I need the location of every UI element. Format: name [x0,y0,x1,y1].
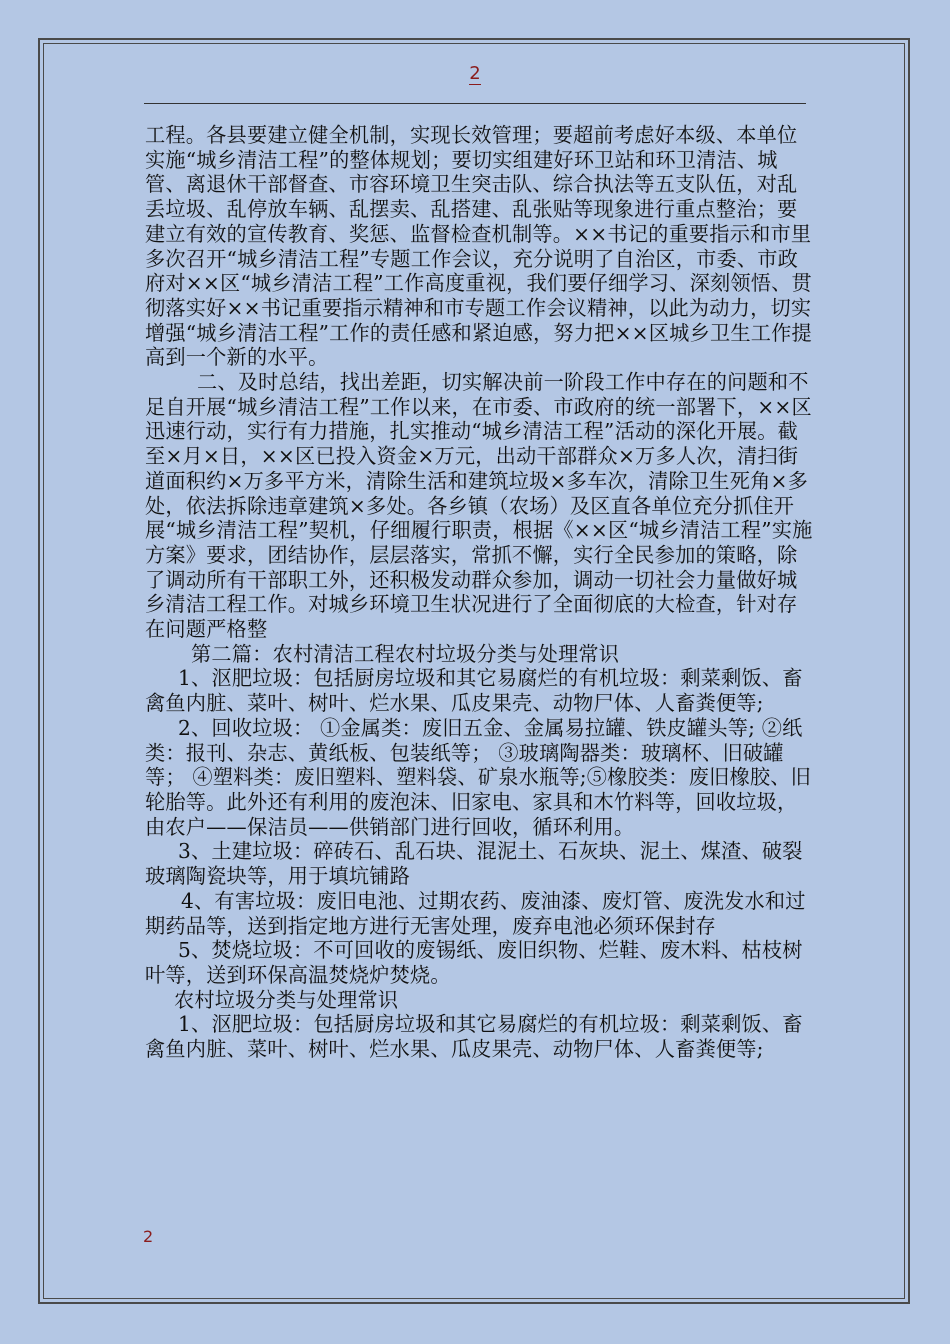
list-item-compost-waste: 1、沤肥垃圾：包括厨房垃圾和其它易腐烂的有机垃圾：剩菜剩饭、畜禽鱼内脏、菜叶、树叶、烂水果、瓜皮果壳、动物尸体、人畜粪便等; [145,666,803,716]
list-item-hazardous-waste: 4、有害垃圾：废旧电池、过期农药、废油漆、废灯管、废洗发水和过期药品等，送到指定地方进行无害处理，废弃电池必须环保封存 [145,888,806,938]
list-item-compost-waste-repeat: 1、沤肥垃圾：包括厨房垃圾和其它易腐烂的有机垃圾：剩菜剩饭、畜禽鱼内脏、菜叶、树叶、烂水果、瓜皮果壳、动物尸体、人畜粪便等; [145,1012,803,1062]
subheading-rural-waste: 农村垃圾分类与处理常识 [174,987,399,1012]
paragraph-continuation: 工程。各县要建立健全机制，实现长效管理；要超前考虑好本级、本单位实施“城乡清洁工程”的整体规划；要切实组建好环卫站和环卫清洁、城管、离退休干部督查、市容环境卫生突击队、综合执法等五支队伍，对乱丢垃圾、乱停放车辆、乱摆卖、乱搭建、乱张贴等现象进行重点整治；要建立有效的宣传教育、奖惩、监督检查机制等。××书记的重要指示和市里多次召开“城乡清洁工程”专题工作会议，充分说明了自治区，市委、市政府对××区“城乡清洁工程”工作高度重视，我们要仔细学习、深刻领悟、贯彻落实好××书记重要指示精神和市专题工作会议精神，以此为动力，切实增强“城乡清洁工程”工作的责任感和紧迫感，努力把××区城乡卫生工作提高到一个新的水平。 [145,123,812,370]
document-body [145,123,815,1062]
section-heading-part-two: 第二篇：农村清洁工程农村垃圾分类与处理常识 [191,641,620,666]
paragraph-section-two: 二、及时总结，找出差距，切实解决前一阶段工作中存在的问题和不足自开展“城乡清洁工程”工作以来，在市委、市政府的统一部署下，××区迅速行动，实行有力措施，扎实推动“城乡清洁工程”活动的深化开展。截至×月×日，××区已投入资金×万元，出动干部群众×万多人次，清扫街道面积约×万多平方米，清除生活和建筑垃圾×多车次，清除卫生死角×多处，依法拆除违章建筑×多处。各乡镇（农场）及区直各单位充分抓住开展“城乡清洁工程”契机，仔细履行职责，根据《××区“城乡清洁工程”实施方案》要求，团结协作，层层落实，常抓不懈，实行全民参加的策略，除了调动所有干部职工外，还积极发动群众参加，调动一切社会力量做好城乡清洁工程工作。对城乡环境卫生状况进行了全面彻底的大检查，针对存在问题严格整 [145,370,813,642]
list-item-construction-waste: 3、土建垃圾：碎砖石、乱石块、混泥土、石灰块、泥土、煤渣、破裂玻璃陶瓷块等，用于填坑铺路 [145,839,803,889]
header-rule [144,103,806,104]
list-item-incineration-waste: 5、焚烧垃圾：不可回收的废锡纸、废旧织物、烂鞋、废木料、枯枝树叶等，送到环保高温焚烧炉焚烧。 [145,938,803,987]
footer-page-number: 2 [143,1227,154,1246]
header-page-number: 2 [469,63,481,84]
list-item-recyclable-waste: 2、回收垃圾： ①金属类：废旧五金、金属易拉罐、铁皮罐头等; ②纸类：报刊、杂志、黄纸板、包装纸等； ③玻璃陶器类：玻璃杯、旧破罐等； ④塑料类：废旧塑料、塑料袋、矿泉水瓶等;⑤橡胶类：废旧橡胶、旧轮胎等。此外还有利用的废泡沫、旧家电、家具和木竹料等，回收垃圾，由农户——保洁员——供销部门进行回收，循环利用。 [145,715,812,839]
